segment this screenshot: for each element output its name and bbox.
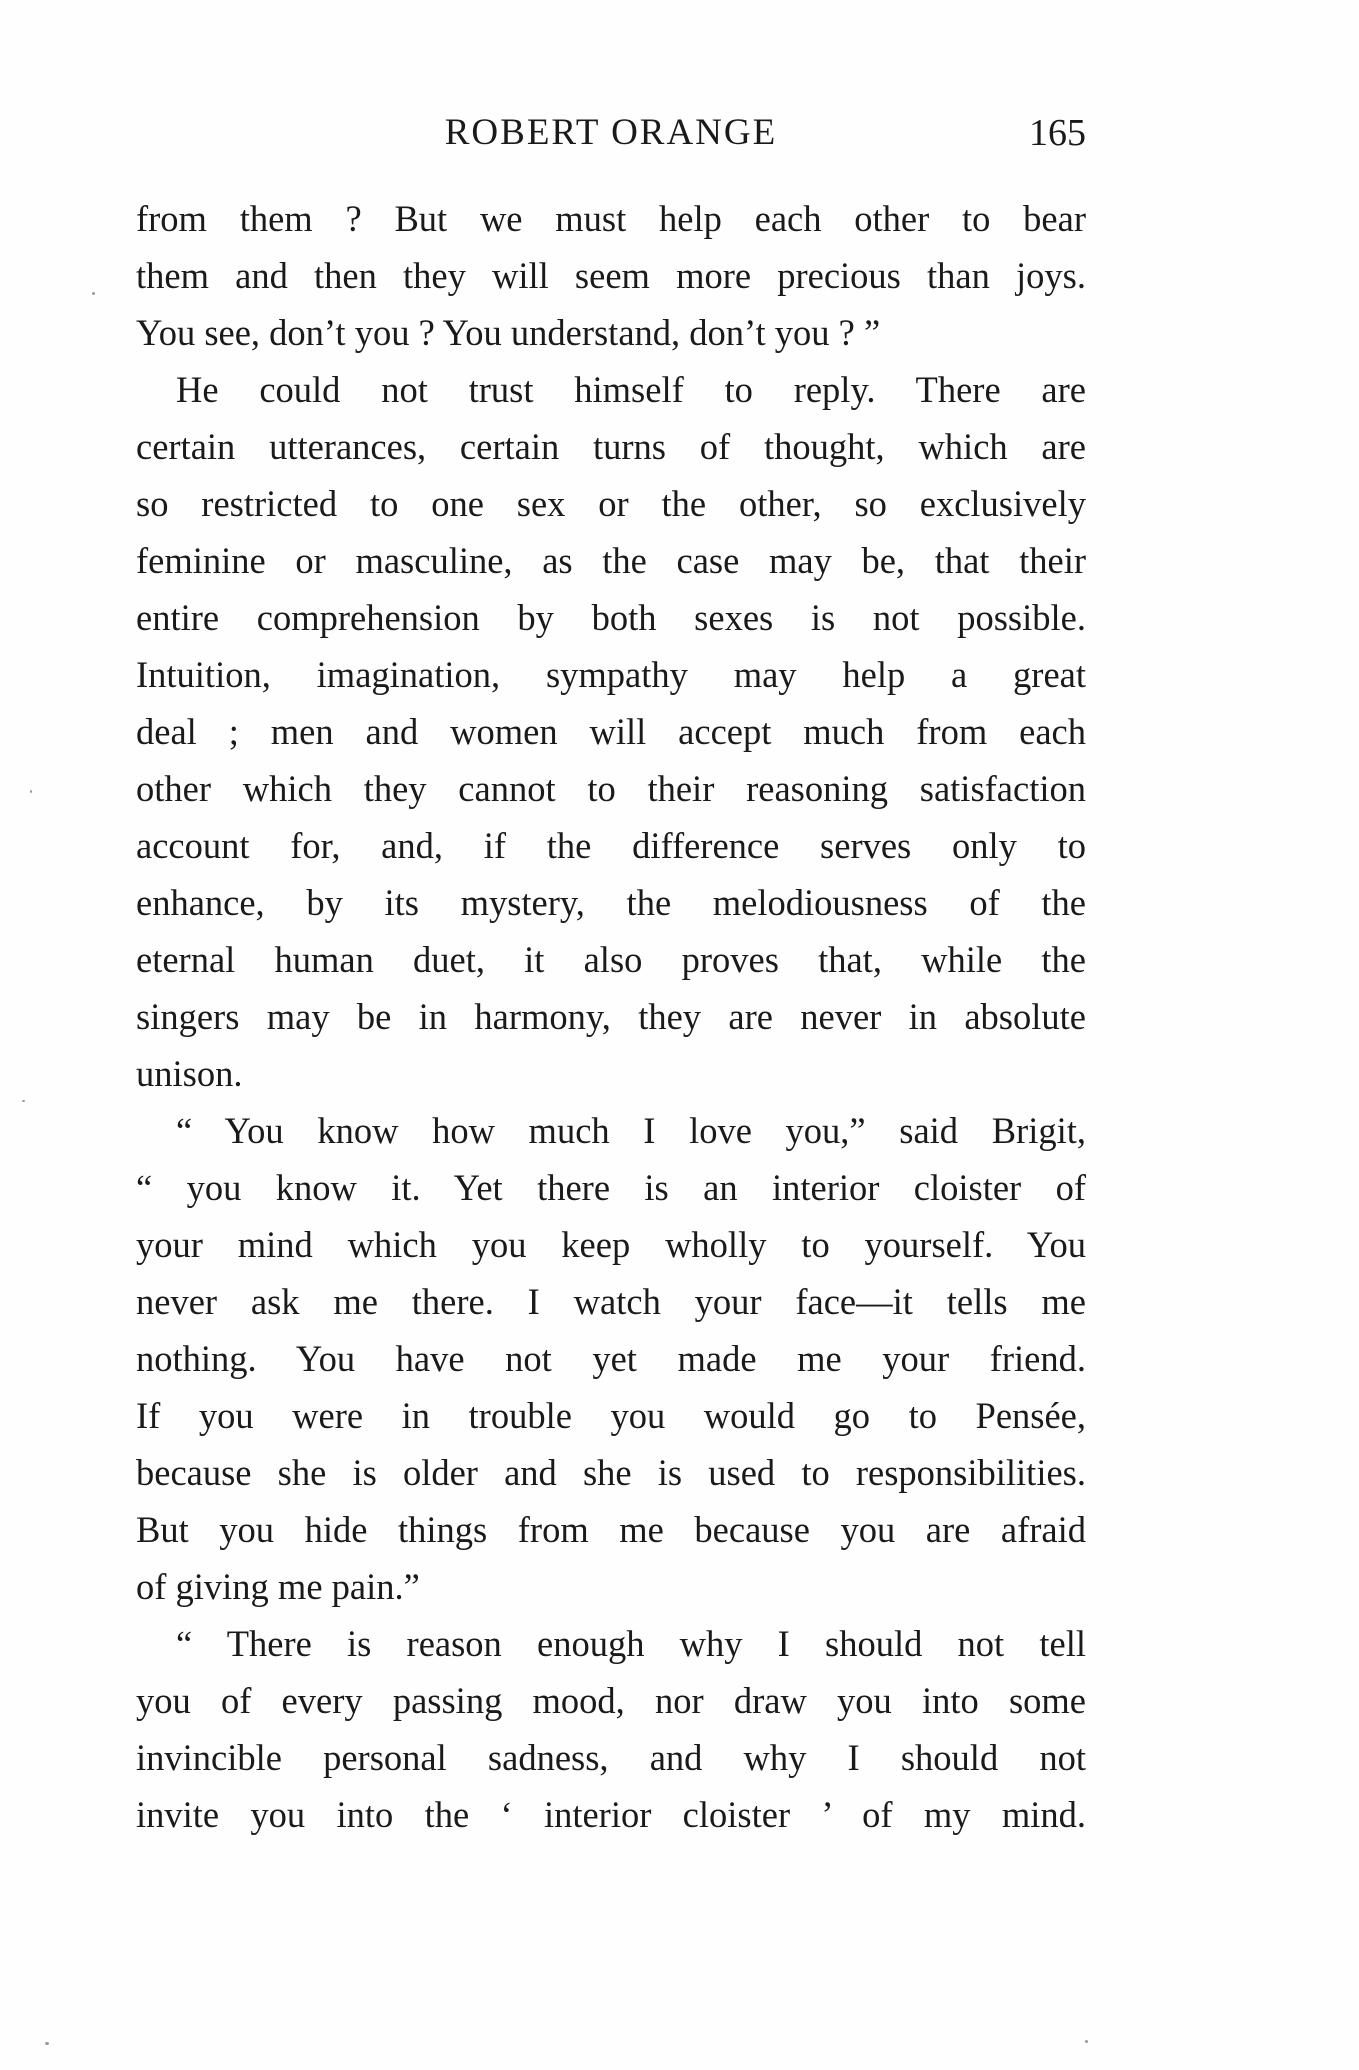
text-line: eternal human duet, it also proves that, while the <box>136 939 1086 980</box>
scan-speck <box>22 1100 25 1102</box>
scan-speck <box>1085 2040 1088 2043</box>
scan-speck <box>30 790 32 793</box>
text-line: you of every passing mood, nor draw you into some <box>136 1680 1086 1721</box>
text-line: unison. <box>136 1053 243 1094</box>
text-line: from them ? But we must help each other to bear <box>136 198 1086 239</box>
running-title: ROBERT ORANGE <box>444 112 778 153</box>
text-line: nothing. You have not yet made me your friend. <box>136 1338 1086 1379</box>
text-line: If you were in trouble you would go to Pensée, <box>136 1395 1086 1436</box>
text-line: You see, don’t you ? You understand, don’t you ? ” <box>136 312 881 353</box>
text-line: other which they cannot to their reasoning satisfaction <box>136 768 1086 809</box>
text-line: invincible personal sadness, and why I should not <box>136 1737 1086 1778</box>
running-head <box>136 108 1086 158</box>
paragraph-first-line: He could not trust himself to reply. There are <box>176 369 1086 410</box>
page-number: 165 <box>1029 112 1086 154</box>
text-line: your mind which you keep wholly to yourself. You <box>136 1224 1086 1265</box>
text-line: feminine or masculine, as the case may be, that their <box>136 540 1086 581</box>
text-line: invite you into the ‘ interior cloister ’ of my mind. <box>136 1794 1086 1835</box>
text-line: them and then they will seem more precious than joys. <box>136 255 1086 296</box>
text-line: because she is older and she is used to responsibilities. <box>136 1452 1086 1493</box>
text-line: deal ; men and women will accept much from each <box>136 711 1086 752</box>
text-line: certain utterances, certain turns of thought, which are <box>136 426 1086 467</box>
scan-speck <box>45 2042 49 2045</box>
text-line: account for, and, if the difference serves only to <box>136 825 1086 866</box>
text-line: so restricted to one sex or the other, so exclusively <box>136 483 1086 524</box>
text-line: “ you know it. Yet there is an interior cloister of <box>136 1167 1086 1208</box>
text-line: Intuition, imagination, sympathy may help a great <box>136 654 1086 695</box>
text-line: But you hide things from me because you are afraid <box>136 1509 1086 1550</box>
text-line: enhance, by its mystery, the melodiousness of the <box>136 882 1086 923</box>
scan-speck <box>92 292 95 295</box>
body-text <box>136 190 1086 1843</box>
text-line: never ask me there. I watch your face—it tells me <box>136 1281 1086 1322</box>
text-line: singers may be in harmony, they are never in absolute <box>136 996 1086 1037</box>
paragraph-first-line: “ You know how much I love you,” said Brigit, <box>176 1110 1086 1151</box>
text-line: of giving me pain.” <box>136 1566 420 1607</box>
paragraph-first-line: “ There is reason enough why I should not tell <box>176 1623 1086 1664</box>
text-line: entire comprehension by both sexes is not possible. <box>136 597 1086 638</box>
